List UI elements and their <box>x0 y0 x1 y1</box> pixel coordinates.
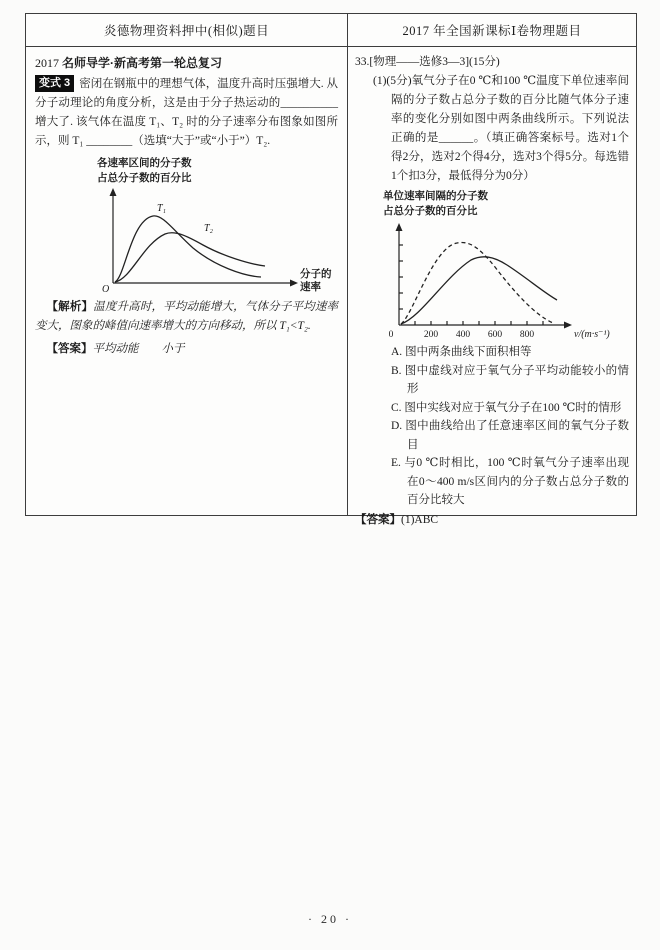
option-d-label: D. <box>391 420 403 432</box>
right-chart-x-unit: v/(m·s⁻¹) <box>574 329 610 340</box>
option-b-label: B. <box>391 364 402 377</box>
right-chart-curve-dashed <box>401 242 553 324</box>
table-header-row <box>26 14 636 47</box>
series-heading <box>35 53 338 73</box>
option-b-text: 图中虚线对应于氧气分子平均动能较小的情形 <box>404 364 630 395</box>
left-answer-line <box>35 340 338 359</box>
series-year: 2017 <box>35 56 62 70</box>
right-chart-curve-solid <box>401 257 557 324</box>
left-chart-x-arrow-icon <box>290 280 298 287</box>
right-chart-ylabel-line2: 占总分子数的百分比 <box>383 205 478 217</box>
option-b <box>391 362 629 399</box>
right-chart-x-ticks <box>415 321 543 325</box>
left-chart-curve-t2 <box>115 233 265 282</box>
analysis-paragraph <box>35 298 338 336</box>
right-chart-x-arrow-icon <box>564 322 572 329</box>
option-e-text: 与0 ℃时相比，100 ℃时氧气分子速率出现在0～400 m/s区间内的分子数占总分子数的百分比较大 <box>404 457 629 506</box>
option-e-label: E. <box>391 457 401 469</box>
right-chart-ylabel <box>383 189 629 219</box>
right-chart-tick-800: 800 <box>519 330 535 340</box>
variant-badge: 变式 3 <box>35 75 74 92</box>
right-answer-text: (1)ABC <box>401 513 439 526</box>
option-c <box>391 399 629 418</box>
right-answer-line <box>355 511 629 530</box>
left-chart-origin: O <box>102 284 110 295</box>
right-chart-y-ticks <box>399 245 403 309</box>
left-chart-canvas <box>97 186 342 294</box>
right-chart-origin: 0 <box>388 330 394 340</box>
left-answer-text: 平均动能 小于 <box>92 343 185 355</box>
question-number: 33. <box>355 56 370 68</box>
analysis-text: 温度升高时，平均动能增大，气体分子平均速率变大，图象的峰值向速率增大的方向移动，所以 T₁<T₂. <box>35 301 339 332</box>
option-e <box>391 454 629 510</box>
right-answer-label: 【答案】 <box>355 513 401 526</box>
option-d-text: 图中曲线给出了任意速率区间的氧气分子数目 <box>405 420 630 451</box>
option-a-label: A. <box>391 346 403 358</box>
left-chart-curve-t1 <box>115 216 261 282</box>
option-a-text: 图中两条曲线下面积相等 <box>405 346 532 358</box>
left-chart-y-arrow-icon <box>110 188 117 196</box>
right-chart-tick-200: 200 <box>423 330 439 340</box>
left-chart-ylabel-line1: 各速率区间的分子数 <box>97 157 192 169</box>
series-title: 名师导学·新高考第一轮总复习 <box>62 56 222 70</box>
speed-distribution-chart-left <box>97 156 338 294</box>
right-chart-ylabel-line1: 单位速率间隔的分子数 <box>383 190 488 202</box>
question-33-heading <box>355 53 629 72</box>
option-c-text: 图中实线对应于氧气分子在100 ℃时的情形 <box>404 401 622 414</box>
right-chart-y-arrow-icon <box>396 223 403 231</box>
table-body-row <box>26 47 636 526</box>
left-chart-label-t2: T₂ <box>204 223 214 234</box>
left-column <box>26 47 348 515</box>
left-chart-ylabel-line2: 占总分子数的百分比 <box>97 172 192 184</box>
options-list <box>391 343 629 510</box>
variant-problem <box>35 75 338 151</box>
question-title: [物理——选修3—3](15分) <box>369 56 500 68</box>
right-column <box>348 47 636 526</box>
page-number: · 20 · <box>308 912 352 926</box>
option-a <box>391 343 629 362</box>
header-cell-source: 炎德物理资料押中(相似)题目 <box>26 14 348 46</box>
left-chart-label-t1: T₁ <box>157 203 167 214</box>
analysis-label: 【解析】 <box>46 301 94 313</box>
header-cell-exam: 2017 年全国新课标Ⅰ卷物理题目 <box>402 24 582 38</box>
left-chart-xlabel-line1: 分子的 <box>300 268 332 280</box>
speed-distribution-chart-right <box>383 189 629 341</box>
option-d <box>391 417 629 454</box>
right-chart-tick-400: 400 <box>455 330 471 340</box>
option-c-label: C. <box>391 401 402 414</box>
question-part1-text: (1)(5分)氧气分子在0 ℃和100 ℃温度下单位速率间隔的分子数占总分子数的百分比随气体分子速率的变化分别如图中两条曲线所示。下列说法正确的是______。（填正确答案标号。选对1个得2分，选对2个得4分，选对3个得5分。每选错1个扣3分，最低得分为0分） <box>373 75 629 182</box>
left-chart-ylabel <box>97 156 338 186</box>
right-chart-tick-600: 600 <box>487 330 503 340</box>
right-chart-canvas <box>383 219 618 341</box>
exam-comparison-table <box>25 13 637 526</box>
left-chart-xlabel-line2: 速率 <box>300 281 321 293</box>
variant-problem-text: 密闭在钢瓶中的理想气体，温度升高时压强增大. 从分子动理论的角度分析，这是由于分子热运动的__________增大了. 该气体在温度 T₁、T₂ 时的分子速率分布图象如图所示，则 T₁ ________（选填“大于”或“小于”）T₂. <box>35 78 338 147</box>
left-answer-label: 【答案】 <box>46 343 93 355</box>
